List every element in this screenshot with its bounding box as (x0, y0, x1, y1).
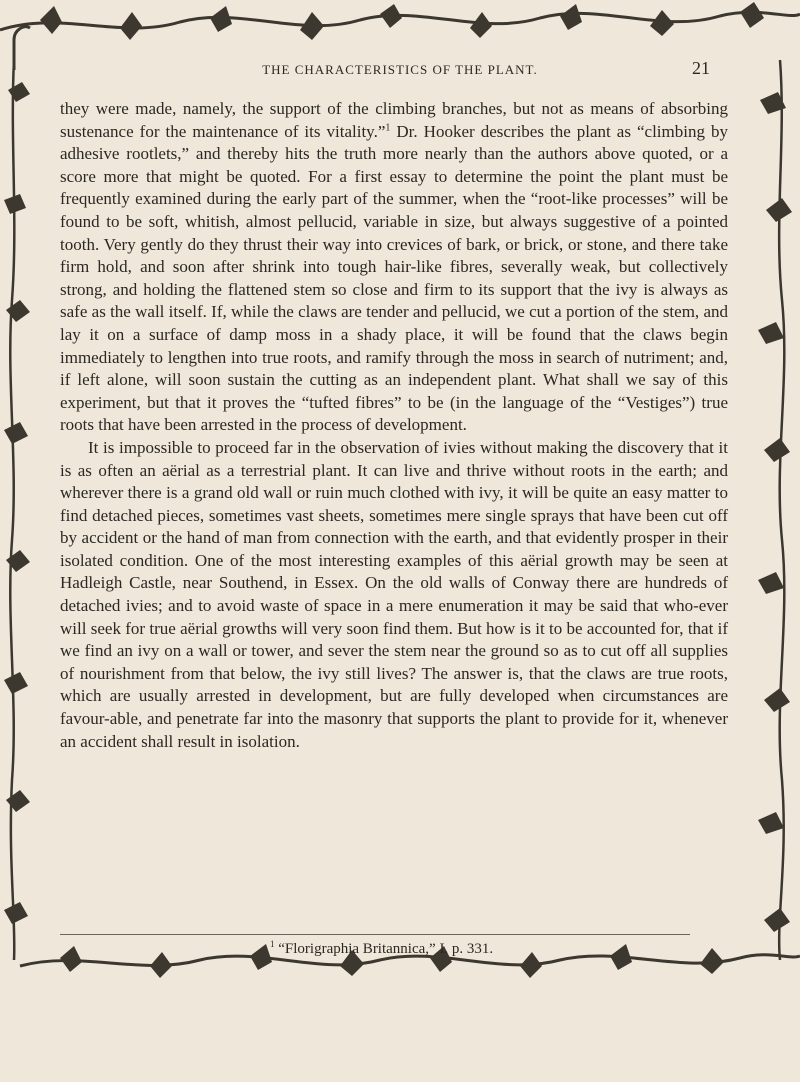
footnote (270, 939, 493, 958)
footnote-divider (60, 934, 690, 935)
footnote-text: “Florigraphia Britannica,” I. p. 331. (278, 941, 494, 957)
footnote-reference: 1 (385, 121, 391, 133)
ivy-border-right (730, 60, 800, 960)
running-head: THE CHARACTERISTICS OF THE PLANT. (262, 62, 538, 77)
paragraph-1 (60, 98, 728, 437)
page-number: 21 (692, 58, 710, 78)
paragraph-2: It is impossible to proceed far in the observation of ivies without making the discovery that it is as often an aërial as a terrestrial plant. It can live and thrive without roots in the earth; and wherever there is a grand old wall or ruin much clothed with ivy, it will be quite an easy matter to find detached pieces, sometimes vast sheets, sometimes mere single sprays that have been cut off by accident or the hand of man from connection with the earth, and that evidently prosper in their isolated condition. One of the most interesting examples of this aërial growth may be seen at Hadleigh Castle, near Southend, in Essex. On the old walls of Conway there are hundreds of detached ivies; and to avoid waste of space in a mere enumeration it may be said that who-ever will seek for true aërial growths will very soon find them. But how is it to be accounted for, that if we find an ivy on a wall or tower, and sever the stem near the ground so as to cut off all supplies of nourishment from that below, the ivy still lives? The answer is, that the claws are true roots, which are usually arrested in development, but are fully developed when circumstances are favour-able, and penetrate far into the masonry that supports the plant to provide for it, whenever an accident shall result in isolation. (60, 437, 728, 751)
paragraph-1-rest: Dr. Hooker describes the plant as “climbing by adhesive rootlets,” and thereby hits the truth more nearly than the authors above quoted, or a score more that might be quoted. For a first essay to determine the point the plant must be frequently examined during the early part of the summer, when the “root-like processes” will be found to be soft, whitish, almost pellucid, variable in size, but always suggestive of a pointed tooth. Very gently do they thrust their way into crevices of bark, or brick, or stone, and there take firm hold, and soon after shrink into tough hair-like fibres, severally weak, but collectively strong, and holding the flattened stem so close and firm to its support that the ivy is always as safe as the wall itself. If, while the claws are tender and pellucid, we cut a portion of the stem, and lay it on a surface of damp moss in a shady place, it will be found that the claws begin immediately to lengthen into true roots, and ramify through the moss in search of nutriment; and, if left alone, will soon sustain the cutting as an independent plant. What shall we say of this experiment, but that it proves the “tufted fibres” to be (in the language of the “Vestiges”) true roots that have been arrested in the process of development. (60, 121, 728, 435)
footnote-marker: 1 (270, 939, 275, 949)
ivy-border-left (0, 60, 60, 960)
body-text (60, 98, 728, 753)
paragraph-1-start: they were made, namely, the support of the climbing branches, but not as means of absorbing sustenance for the maintenance of its vitality.” (60, 99, 728, 141)
